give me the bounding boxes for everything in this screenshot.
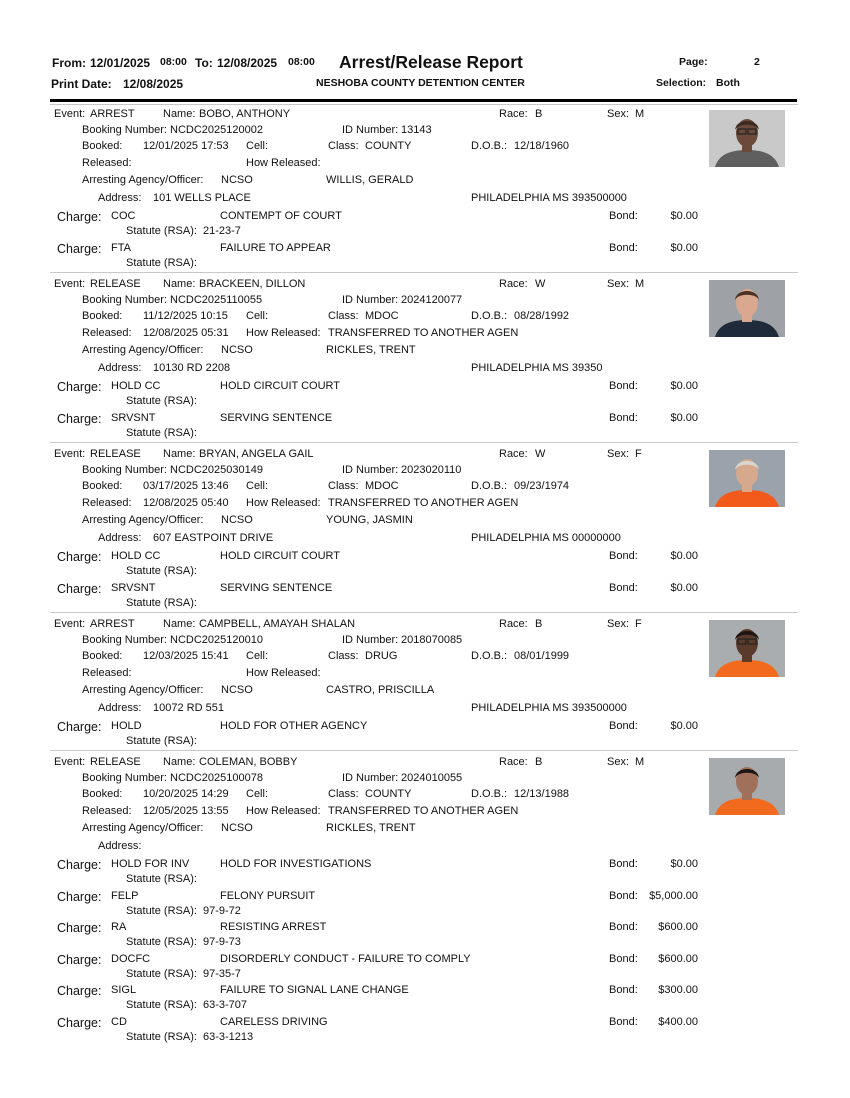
bond-amount: $0.00	[670, 210, 698, 222]
charge-label: Charge:	[57, 858, 102, 872]
statute-label: Statute (RSA):	[126, 256, 197, 269]
sex-label: Sex:	[607, 756, 630, 768]
sex-label: Sex:	[607, 618, 630, 630]
statute-label: Statute (RSA):	[126, 596, 197, 609]
class-value: COUNTY	[365, 788, 412, 800]
booking-number-label: Booking Number:	[82, 772, 167, 784]
booked-label: Booked:	[82, 140, 123, 152]
race-value: B	[535, 756, 543, 768]
event-type: RELEASE	[90, 278, 141, 290]
how-released-value: TRANSFERRED TO ANOTHER AGEN	[328, 497, 519, 509]
city-value: PHILADELPHIA MS 39350	[471, 362, 603, 374]
released-label: Released:	[82, 805, 132, 817]
event-label: Event:	[54, 756, 86, 768]
inmate-name: BRYAN, ANGELA GAIL	[199, 448, 314, 460]
print-date: 12/08/2025	[123, 77, 184, 91]
agency-value: NCSO	[221, 514, 253, 526]
charge-row	[0, 210, 850, 240]
mugshot-photo	[709, 450, 785, 507]
booking-number-label: Booking Number:	[82, 464, 167, 476]
selection-value: Both	[716, 77, 740, 89]
event-label: Event:	[54, 278, 86, 290]
agency-value: NCSO	[221, 174, 253, 186]
person-photo-icon	[709, 450, 785, 507]
id-number: 2024120077	[401, 294, 463, 306]
statute-label: Statute (RSA):	[126, 904, 197, 917]
booked-value: 03/17/2025 13:46	[143, 480, 229, 492]
statute-label: Statute (RSA):	[126, 1030, 197, 1043]
address-label: Address:	[98, 702, 142, 714]
class-label: Class:	[328, 650, 359, 662]
bond-amount: $0.00	[670, 380, 698, 392]
booking-number: NCDC2025120010	[170, 634, 263, 646]
to-date: 12/08/2025	[217, 56, 278, 70]
name-label: Name:	[163, 756, 196, 768]
cell-label: Cell:	[246, 480, 269, 492]
sex-value: F	[635, 448, 642, 460]
from-date: 12/01/2025	[90, 56, 151, 70]
record-divider	[50, 272, 798, 273]
race-value: B	[535, 618, 543, 630]
bond-label: Bond:	[609, 241, 638, 254]
dob-label: D.O.B.:	[471, 140, 508, 152]
class-value: COUNTY	[365, 140, 412, 152]
charge-row	[0, 858, 850, 888]
event-type: ARREST	[90, 618, 135, 630]
id-number-label: ID Number:	[342, 772, 399, 784]
charge-description: CONTEMPT OF COURT	[220, 210, 342, 222]
charge-row	[0, 582, 850, 612]
booking-number-label: Booking Number:	[82, 294, 167, 306]
charge-label: Charge:	[57, 1015, 102, 1030]
inmate-name: CAMPBELL, AMAYAH SHALAN	[199, 618, 356, 630]
charge-row	[0, 380, 850, 410]
how-released-label: How Released:	[246, 157, 321, 169]
released-value: 12/08/2025 05:40	[143, 497, 229, 509]
officer-value: WILLIS, GERALD	[326, 174, 414, 186]
id-number: 2023020110	[401, 464, 462, 476]
bond-label: Bond:	[609, 984, 638, 996]
officer-value: RICKLES, TRENT	[326, 344, 416, 356]
charge-row	[0, 720, 850, 750]
to-time: 08:00	[288, 56, 315, 68]
bond-amount: $600.00	[658, 921, 698, 933]
sex-label: Sex:	[607, 278, 630, 290]
bond-label: Bond:	[609, 858, 638, 870]
booked-label: Booked:	[82, 650, 123, 662]
bond-amount: $300.00	[658, 984, 698, 996]
charge-label: Charge:	[57, 921, 102, 935]
event-label: Event:	[54, 618, 86, 630]
bond-label: Bond:	[609, 720, 638, 732]
how-released-label: How Released:	[246, 805, 321, 817]
booking-number-label: Booking Number:	[82, 124, 167, 136]
mugshot-photo	[709, 280, 785, 337]
race-label: Race:	[499, 618, 528, 630]
how-released-label: How Released:	[246, 327, 321, 339]
dob-value: 12/13/1988	[514, 788, 570, 800]
id-number: 13143	[401, 124, 432, 136]
released-label: Released:	[82, 327, 132, 339]
record-divider	[50, 612, 798, 613]
charge-description: CARELESS DRIVING	[220, 1015, 328, 1028]
statute-value: 63-3-707	[203, 999, 248, 1011]
charge-label: Charge:	[57, 984, 102, 998]
charge-code: HOLD CC	[111, 380, 161, 392]
bond-amount: $0.00	[670, 720, 698, 732]
charge-description: HOLD CIRCUIT COURT	[220, 380, 340, 392]
name-label: Name:	[163, 278, 196, 290]
statute-label: Statute (RSA):	[126, 999, 197, 1011]
arresting-label: Arresting Agency/Officer:	[82, 344, 204, 356]
class-label: Class:	[328, 788, 359, 800]
arresting-label: Arresting Agency/Officer:	[82, 684, 204, 696]
bond-label: Bond:	[609, 380, 638, 392]
statute-label: Statute (RSA):	[126, 225, 197, 237]
sex-value: F	[635, 618, 642, 630]
bond-label: Bond:	[609, 411, 638, 424]
bond-amount: $400.00	[658, 1015, 698, 1028]
address-value: 607 EASTPOINT DRIVE	[153, 532, 274, 544]
charge-description: RESISTING ARREST	[220, 921, 327, 933]
class-label: Class:	[328, 310, 359, 322]
booked-value: 12/03/2025 15:41	[143, 650, 229, 662]
dob-value: 12/18/1960	[514, 140, 570, 152]
charge-row	[0, 984, 850, 1014]
print-date-label: Print Date:	[51, 77, 112, 91]
class-value: DRUG	[365, 650, 398, 662]
how-released-value: TRANSFERRED TO ANOTHER AGEN	[328, 805, 519, 817]
class-label: Class:	[328, 480, 359, 492]
bond-amount: $0.00	[670, 550, 698, 562]
officer-value: YOUNG, JASMIN	[326, 514, 413, 526]
person-photo-icon	[709, 280, 785, 337]
charge-code: HOLD	[111, 720, 142, 732]
charge-label: Charge:	[57, 380, 102, 394]
charge-code: DOCFC	[111, 952, 151, 965]
record-block	[0, 752, 850, 1052]
city-value: PHILADELPHIA MS 393500000	[471, 192, 627, 204]
officer-value: CASTRO, PRISCILLA	[326, 684, 435, 696]
charge-code: FELP	[111, 889, 139, 902]
cell-label: Cell:	[246, 310, 269, 322]
event-label: Event:	[54, 448, 86, 460]
record-block	[0, 444, 850, 614]
released-label: Released:	[82, 667, 132, 679]
charge-description: HOLD FOR OTHER AGENCY	[220, 720, 368, 732]
header-divider	[50, 99, 797, 102]
bond-label: Bond:	[609, 889, 638, 902]
charge-label: Charge:	[57, 889, 102, 904]
booking-number: NCDC2025110055	[170, 294, 263, 306]
person-photo-icon	[709, 758, 785, 815]
sex-value: M	[635, 278, 645, 290]
bond-label: Bond:	[609, 550, 638, 562]
event-type: RELEASE	[90, 448, 141, 460]
charge-label: Charge:	[57, 581, 102, 596]
bond-amount: $0.00	[670, 241, 698, 254]
charge-description: FAILURE TO SIGNAL LANE CHANGE	[220, 984, 409, 996]
dob-value: 09/23/1974	[514, 480, 570, 492]
statute-label: Statute (RSA):	[126, 395, 197, 407]
class-value: MDOC	[365, 310, 399, 322]
statute-label: Statute (RSA):	[126, 967, 197, 980]
charge-code: FTA	[111, 241, 131, 254]
id-number-label: ID Number:	[342, 294, 399, 306]
sex-label: Sex:	[607, 108, 630, 120]
from-label: From:	[52, 56, 86, 70]
person-photo-icon	[709, 110, 785, 167]
address-value: 10072 RD 551	[153, 702, 224, 714]
address-value: 10130 RD 2208	[153, 362, 231, 374]
booked-value: 12/01/2025 17:53	[143, 140, 229, 152]
city-value: PHILADELPHIA MS 00000000	[471, 532, 621, 544]
released-label: Released:	[82, 157, 132, 169]
charge-row	[0, 921, 850, 951]
statute-label: Statute (RSA):	[126, 735, 197, 747]
inmate-name: BOBO, ANTHONY	[199, 108, 291, 120]
mugshot-photo	[709, 758, 785, 815]
charge-description: HOLD CIRCUIT COURT	[220, 550, 340, 562]
record-block	[0, 274, 850, 444]
charge-row	[0, 890, 850, 920]
statute-value: 97-9-72	[203, 904, 241, 917]
record-block	[0, 104, 850, 274]
to-label: To:	[195, 56, 213, 70]
charge-code: COC	[111, 210, 136, 222]
race-label: Race:	[499, 448, 528, 460]
dob-label: D.O.B.:	[471, 788, 508, 800]
booking-number: NCDC2025030149	[170, 464, 263, 476]
charge-description: DISORDERLY CONDUCT - FAILURE TO COMPLY	[220, 952, 471, 965]
record-divider	[50, 442, 798, 443]
bond-label: Bond:	[609, 210, 638, 222]
agency-value: NCSO	[221, 822, 253, 834]
sex-value: M	[635, 108, 645, 120]
charge-row	[0, 953, 850, 983]
address-label: Address:	[98, 840, 142, 852]
charge-code: HOLD CC	[111, 550, 161, 562]
arresting-label: Arresting Agency/Officer:	[82, 514, 204, 526]
mugshot-photo	[709, 110, 785, 167]
charge-description: HOLD FOR INVESTIGATIONS	[220, 858, 372, 870]
statute-value: 97-9-73	[203, 936, 241, 948]
bond-amount: $5,000.00	[649, 889, 698, 902]
charge-description: FELONY PURSUIT	[220, 889, 316, 902]
id-number-label: ID Number:	[342, 464, 399, 476]
charge-label: Charge:	[57, 952, 102, 967]
cell-label: Cell:	[246, 788, 269, 800]
address-label: Address:	[98, 362, 142, 374]
charge-code: CD	[111, 1015, 127, 1028]
race-label: Race:	[499, 108, 528, 120]
statute-value: 21-23-7	[203, 225, 241, 237]
cell-label: Cell:	[246, 140, 269, 152]
race-value: B	[535, 108, 543, 120]
booked-label: Booked:	[82, 480, 123, 492]
selection-label: Selection:	[656, 77, 707, 89]
charge-label: Charge:	[57, 241, 102, 256]
statute-value: 97-35-7	[203, 967, 241, 980]
bond-label: Bond:	[609, 1015, 638, 1028]
statute-label: Statute (RSA):	[126, 873, 197, 885]
charge-label: Charge:	[57, 550, 102, 564]
agency-value: NCSO	[221, 344, 253, 356]
how-released-value: TRANSFERRED TO ANOTHER AGEN	[328, 327, 519, 339]
sex-value: M	[635, 756, 645, 768]
address-label: Address:	[98, 532, 142, 544]
race-label: Race:	[499, 278, 528, 290]
event-type: ARREST	[90, 108, 135, 120]
name-label: Name:	[163, 448, 196, 460]
dob-label: D.O.B.:	[471, 480, 508, 492]
id-number: 2024010055	[401, 772, 463, 784]
statute-label: Statute (RSA):	[126, 565, 197, 577]
dob-label: D.O.B.:	[471, 650, 508, 662]
race-label: Race:	[499, 756, 528, 768]
charge-label: Charge:	[57, 411, 102, 426]
booked-label: Booked:	[82, 788, 123, 800]
charge-code: HOLD FOR INV	[111, 858, 190, 870]
id-number: 2018070085	[401, 634, 463, 646]
event-type: RELEASE	[90, 756, 141, 768]
address-value: 101 WELLS PLACE	[153, 192, 251, 204]
report-title: Arrest/Release Report	[339, 52, 523, 72]
charge-description: SERVING SENTENCE	[220, 581, 333, 594]
charge-code: SIGL	[111, 984, 137, 996]
charge-code: SRVSNT	[111, 581, 156, 594]
bond-label: Bond:	[609, 952, 638, 965]
statute-value: 63-3-1213	[203, 1030, 254, 1043]
how-released-label: How Released:	[246, 667, 321, 679]
charge-row	[0, 1016, 850, 1046]
statute-label: Statute (RSA):	[126, 426, 197, 439]
bond-amount: $0.00	[670, 411, 698, 424]
released-value: 12/05/2025 13:55	[143, 805, 229, 817]
facility-name: NESHOBA COUNTY DETENTION CENTER	[316, 77, 525, 89]
class-value: MDOC	[365, 480, 399, 492]
arresting-label: Arresting Agency/Officer:	[82, 174, 204, 186]
name-label: Name:	[163, 108, 196, 120]
id-number-label: ID Number:	[342, 124, 399, 136]
bond-amount: $600.00	[658, 952, 698, 965]
bond-label: Bond:	[609, 581, 638, 594]
charge-row	[0, 412, 850, 442]
booking-number: NCDC2025100078	[170, 772, 263, 784]
released-label: Released:	[82, 497, 132, 509]
agency-value: NCSO	[221, 684, 253, 696]
booking-number: NCDC2025120002	[170, 124, 263, 136]
officer-value: RICKLES, TRENT	[326, 822, 416, 834]
dob-value: 08/01/1999	[514, 650, 570, 662]
how-released-label: How Released:	[246, 497, 321, 509]
race-value: W	[535, 278, 546, 290]
inmate-name: BRACKEEN, DILLON	[199, 278, 306, 290]
booked-value: 11/12/2025 10:15	[143, 310, 228, 322]
mugshot-photo	[709, 620, 785, 677]
page-number: 2	[754, 56, 760, 68]
name-label: Name:	[163, 618, 196, 630]
booked-label: Booked:	[82, 310, 123, 322]
booking-number-label: Booking Number:	[82, 634, 167, 646]
charge-label: Charge:	[57, 720, 102, 734]
record-divider	[50, 750, 798, 751]
event-label: Event:	[54, 108, 86, 120]
bond-label: Bond:	[609, 921, 638, 933]
page-label: Page:	[679, 56, 708, 68]
city-value: PHILADELPHIA MS 393500000	[471, 702, 627, 714]
sex-label: Sex:	[607, 448, 630, 460]
id-number-label: ID Number:	[342, 634, 399, 646]
dob-value: 08/28/1992	[514, 310, 570, 322]
bond-amount: $0.00	[670, 581, 698, 594]
statute-label: Statute (RSA):	[126, 936, 197, 948]
dob-label: D.O.B.:	[471, 310, 508, 322]
arresting-label: Arresting Agency/Officer:	[82, 822, 204, 834]
bond-amount: $0.00	[670, 858, 698, 870]
released-value: 12/08/2025 05:31	[143, 327, 229, 339]
race-value: W	[535, 448, 546, 460]
charge-description: FAILURE TO APPEAR	[220, 241, 331, 254]
charge-description: SERVING SENTENCE	[220, 411, 333, 424]
person-photo-icon	[709, 620, 785, 677]
address-label: Address:	[98, 192, 142, 204]
booked-value: 10/20/2025 14:29	[143, 788, 229, 800]
cell-label: Cell:	[246, 650, 269, 662]
inmate-name: COLEMAN, BOBBY	[199, 756, 298, 768]
charge-row	[0, 550, 850, 580]
charge-row	[0, 242, 850, 272]
charge-code: RA	[111, 921, 127, 933]
class-label: Class:	[328, 140, 359, 152]
from-time: 08:00	[160, 56, 187, 68]
charge-code: SRVSNT	[111, 411, 156, 424]
charge-label: Charge:	[57, 210, 102, 224]
